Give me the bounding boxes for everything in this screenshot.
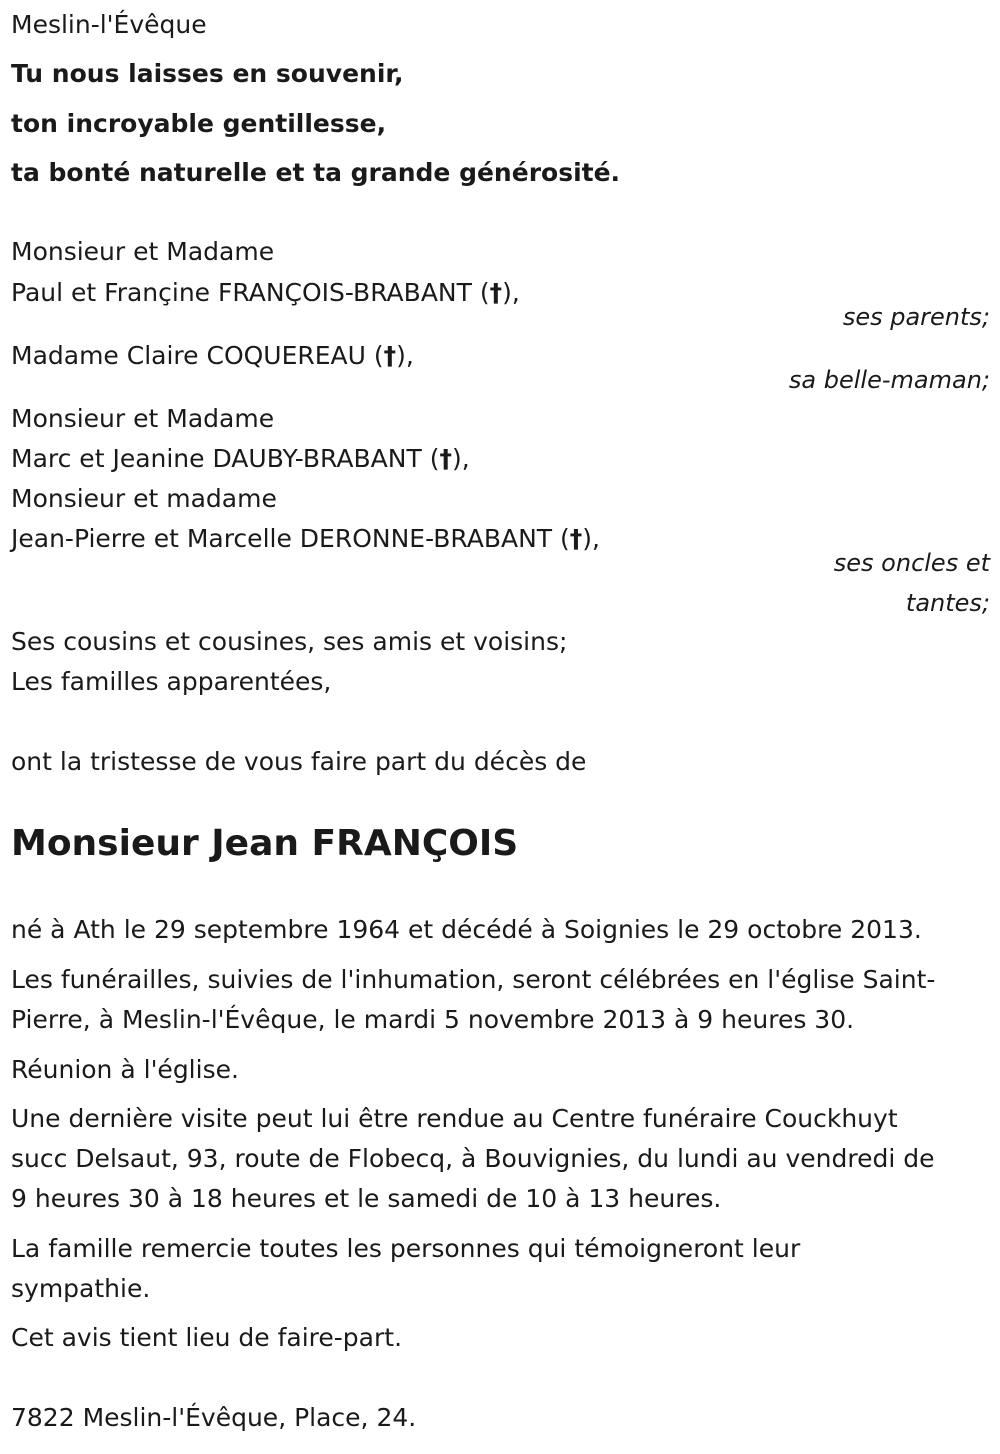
uncle1-line-1: Monsieur et Madame xyxy=(11,404,275,433)
parents-line-1: Monsieur et Madame xyxy=(11,237,275,266)
parents-role: ses parents; xyxy=(842,303,990,331)
thanks-line-2: sympathie. xyxy=(11,1274,151,1303)
deceased-name: Monsieur Jean FRANÇOIS xyxy=(11,823,519,864)
uncle2-line-1: Monsieur et madame xyxy=(11,484,277,513)
mother-in-law-close: ), xyxy=(396,341,414,370)
announcement-line: ont la tristesse de vous faire part du décès de xyxy=(11,747,587,776)
verse-line-2: ton incroyable gentillesse, xyxy=(11,109,387,138)
place-header: Meslin-l'Évêque xyxy=(11,10,207,39)
uncles-role-line-1: ses oncles et xyxy=(833,549,990,577)
visit-line-3: 9 heures 30 à 18 heures et le samedi de 10 à 13 heures. xyxy=(11,1184,722,1213)
funeral-line-2: Pierre, à Meslin-l'Évêque, le mardi 5 novembre 2013 à 9 heures 30. xyxy=(11,1005,855,1034)
parents-names: Paul et Françine FRANÇOIS-BRABANT ( xyxy=(11,278,490,307)
cross-icon: † xyxy=(569,524,583,553)
mother-in-law-name: Madame Claire COQUEREAU ( xyxy=(11,341,384,370)
uncle1-close: ), xyxy=(451,444,470,473)
address-line: 7822 Meslin-l'Évêque, Place, 24. xyxy=(11,1403,417,1432)
parents-close: ), xyxy=(502,278,520,307)
mother-in-law-role: sa belle-maman; xyxy=(788,366,990,394)
cross-icon: † xyxy=(489,278,503,307)
notice-line: Cet avis tient lieu de faire-part. xyxy=(11,1323,403,1352)
uncles-role-line-2: tantes; xyxy=(905,589,990,617)
verse-line-1: Tu nous laisses en souvenir, xyxy=(11,59,404,88)
uncle2-names: Jean-Pierre et Marcelle DERONNE-BRABANT ( xyxy=(11,524,570,553)
uncle2-line-2 xyxy=(11,524,600,554)
funeral-line-1: Les funérailles, suivies de l'inhumation, seront célébrées en l'église Saint- xyxy=(11,965,936,994)
cross-icon: † xyxy=(439,444,452,473)
verse-line-3: ta bonté naturelle et ta grande générosité. xyxy=(11,158,621,187)
meeting-line: Réunion à l'église. xyxy=(11,1055,239,1084)
thanks-line-1: La famille remercie toutes les personnes qui témoigneront leur xyxy=(11,1234,801,1263)
parents-line-2 xyxy=(11,278,520,308)
relatives-line: Les familles apparentées, xyxy=(11,667,332,696)
mother-in-law-line xyxy=(11,341,414,371)
uncle1-names: Marc et Jeanine DAUBY-BRABANT ( xyxy=(11,444,440,473)
uncle1-line-2 xyxy=(11,444,470,474)
cross-icon: † xyxy=(383,341,397,370)
visit-line-2: succ Delsaut, 93, route de Flobecq, à Bouvignies, du lundi au vendredi de xyxy=(11,1144,935,1173)
uncle2-close: ), xyxy=(582,524,600,553)
cousins-line: Ses cousins et cousines, ses amis et voisins; xyxy=(11,627,568,656)
birth-death-line: né à Ath le 29 septembre 1964 et décédé à Soignies le 29 octobre 2013. xyxy=(11,915,922,944)
visit-line-1: Une dernière visite peut lui être rendue au Centre funéraire Couckhuyt xyxy=(11,1104,898,1133)
